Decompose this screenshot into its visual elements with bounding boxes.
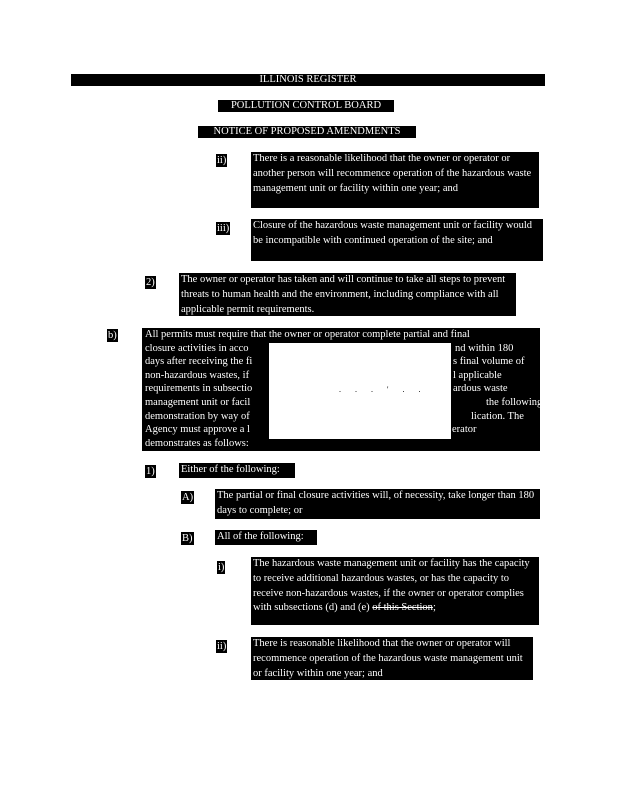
b-line-1: All permits must require that the owner or operator complete partial and final (145, 329, 470, 340)
item-1-text: Either of the following: (179, 463, 295, 478)
b-line-4: non-hazardous wastes, if l applicable (145, 369, 502, 381)
item-B-text: All of the following: (215, 530, 317, 545)
item-b-label: b) (108, 330, 117, 341)
b-line-8: Agency must approve a l erator (145, 424, 477, 436)
b-line-7: demonstration by way of lication. The (145, 410, 524, 422)
item-Bii-text: There is reasonable likelihood that the owner or operator will recommence operation of the hazardous waste management unit or facility within one year; and (251, 637, 533, 680)
item-b-text-block (142, 328, 543, 451)
item-iii-text: Closure of the hazardous waste management unit or facility would be incompatible with continued operation of the site; and (251, 219, 543, 261)
item-2-text: The owner or operator has taken and will continue to take all steps to prevent threats to human health and the environment, including compliance with all applicable permit requirements. (179, 273, 516, 316)
item-A-text: The partial or final closure activities will, of necessity, take longer than 180 days to complete; or (215, 489, 540, 519)
item-1-label: 1) (146, 466, 155, 477)
item-Bii-label: ii) (217, 641, 227, 652)
item-A-label: A) (182, 492, 194, 503)
b-line-5: requirements in subsectio ardous waste (145, 383, 508, 395)
item-Bi-label: i) (218, 562, 225, 573)
b-line-9: demonstrates as follows: (145, 437, 249, 449)
board-name: POLLUTION CONTROL BOARD (218, 100, 394, 112)
b-line-3: days after receiving the fi s final volume of (145, 356, 525, 368)
item-ii-text: There is a reasonable likelihood that the owner or operator or another person will recommence operation of the hazardous waste management unit or facility within one year; and (251, 152, 539, 208)
redaction-blank (269, 343, 451, 439)
deleted-text: of this Section (372, 602, 433, 614)
item-2-label: 2) (146, 277, 155, 288)
notice-title: NOTICE OF PROPOSED AMENDMENTS (198, 126, 416, 138)
item-B-label: B) (182, 533, 193, 544)
b-line-2: closure activities in acco nd within 180 (145, 342, 514, 354)
item-Bi-text: The hazardous waste management unit or facility has the capacity to receive additional hazardous wastes, or has the capacity to receive non-hazardous wastes, if the owner or operator complies with subsections (d) and (e) of this Section; (251, 557, 539, 625)
register-title: ILLINOIS REGISTER (71, 74, 545, 86)
item-ii-label: ii) (217, 155, 227, 166)
b-line-6: management unit or facil the following (145, 396, 543, 408)
item-iii-label: iii) (217, 223, 230, 234)
faint-marks: . . . ' . . (339, 385, 427, 394)
